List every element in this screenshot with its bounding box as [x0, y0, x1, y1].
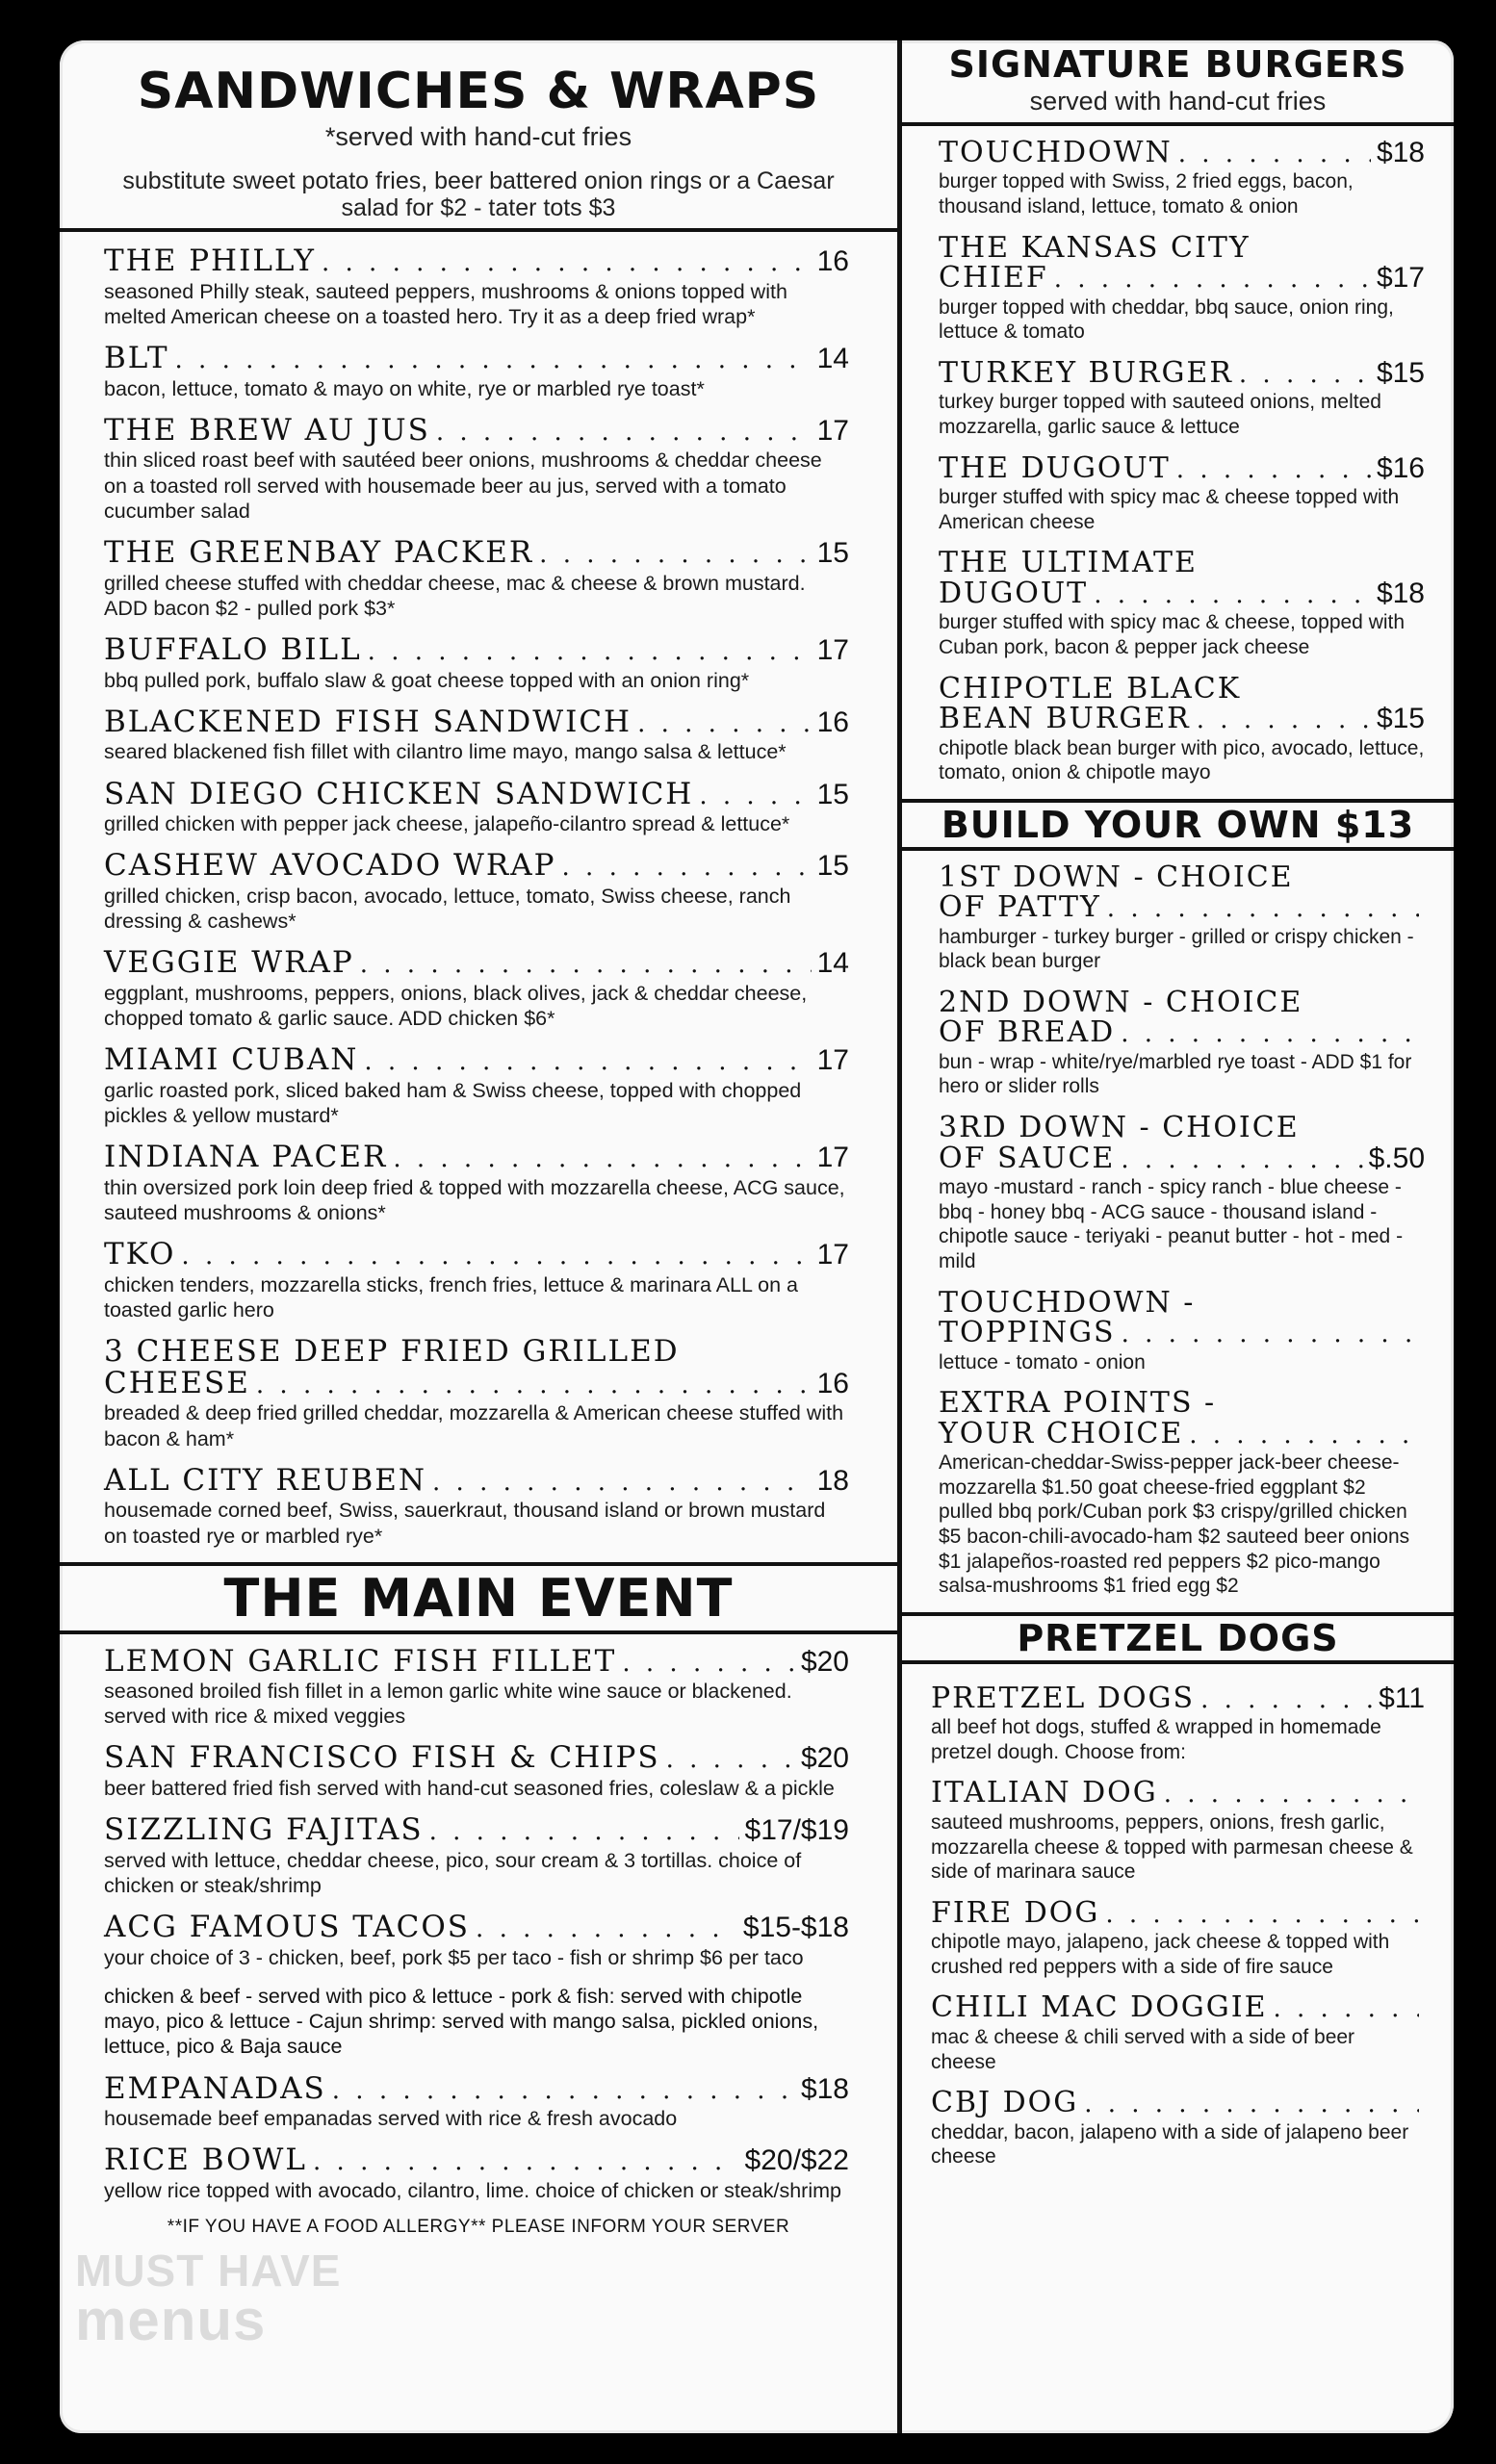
item-description: your choice of 3 - chicken, beef, pork $5 per taco - fish or shrimp $6 per taco: [104, 1945, 804, 1969]
item-description: burger topped with cheddar, bbq sauce, onion ring, lettuce & tomato: [939, 295, 1394, 344]
item-name: ITALIAN DOG: [931, 1776, 1158, 1810]
item-description: cheddar, bacon, jalapeno with a side of jalapeno beer cheese: [931, 2120, 1409, 2169]
main-event-list: [60, 1634, 897, 1971]
leader-dots: [256, 1373, 812, 1399]
menu-item: [939, 671, 1425, 785]
burgers-list: [902, 126, 1454, 785]
item-description: beer battered fried fish served with hand-cut seasoned fries, coleslaw & a pickle: [104, 1777, 835, 1801]
item-name-continued: OF BREAD: [939, 1015, 1116, 1050]
item-name-continued: OF SAUCE: [939, 1141, 1116, 1175]
leader-dots: [666, 1747, 795, 1773]
item-description: yellow rice topped with avocado, cilantro, lime. choice of chicken or steak/shrimp: [104, 2178, 841, 2202]
menu-item: [104, 2070, 849, 2132]
leader-dots: [476, 1916, 737, 1942]
item-description: bacon, lettuce, tomato & mayo on white, rye or marbled rye toast*: [104, 376, 705, 400]
menu-item: [104, 850, 849, 934]
item-name-row: [104, 706, 849, 738]
item-description: chicken tenders, mozzarella sticks, french fries, lettuce & marinara ALL on a toasted garlic hero: [104, 1272, 798, 1322]
item-description: eggplant, mushrooms, peppers, onions, black olives, jack & cheddar cheese, chopped tomato & garlic sauce. ADD chicken $6*: [104, 981, 808, 1031]
menu-item: [939, 355, 1425, 440]
leader-dots: [368, 639, 812, 665]
item-description: mayo -mustard - ranch - spicy ranch - blue cheese - bbq - honey bbq - ACG sauce - thousand island - chipotle sauce - teriyaki - peanut butter - hot - med - mild: [939, 1176, 1404, 1272]
item-price: 16: [816, 1367, 849, 1399]
menu-item: [104, 1643, 849, 1730]
leader-dots: [364, 1049, 811, 1075]
menu-item: [104, 537, 849, 621]
item-description: burger stuffed with spicy mac & cheese, topped with Cuban pork, bacon & pepper jack cheese: [939, 611, 1406, 658]
item-name: TOUCHDOWN: [939, 135, 1173, 169]
item-description: breaded & deep fried grilled cheddar, mozzarella & American cheese stuffed with bacon & ham*: [104, 1401, 844, 1450]
menu-item: [104, 706, 849, 765]
left-column: [60, 40, 897, 2433]
item-name-row: [104, 634, 849, 666]
item-name-continued: CHEESE: [104, 1365, 250, 1400]
item-name-row: [104, 1365, 849, 1400]
menu-item: [939, 450, 1425, 535]
menu-item: [104, 1462, 849, 1549]
item-name-row: [931, 1778, 1425, 1809]
item-price: $15: [1376, 356, 1425, 389]
item-description: burger stuffed with spicy mac & cheese topped with American cheese: [939, 486, 1400, 533]
item-price: $16: [1376, 451, 1425, 484]
item-name: ALL CITY REUBEN: [104, 1462, 427, 1498]
item-name-row: [104, 537, 849, 569]
item-price: 17: [816, 414, 849, 447]
item-name-row: [939, 578, 1425, 609]
sandwiches-list: [60, 232, 897, 1549]
menu-item: [104, 1814, 849, 1898]
menu-item: [939, 1285, 1425, 1375]
item-name: CASHEW AVOCADO WRAP: [104, 848, 556, 884]
leader-dots: [313, 2149, 739, 2175]
item-description: seared blackened fish fillet with cilantro lime mayo, mango salsa & lettuce*: [104, 740, 787, 764]
item-name-row: [104, 947, 849, 979]
menu-item: [104, 1742, 849, 1801]
item-description: lettuce - tomato - onion: [939, 1350, 1146, 1373]
leader-dots: [1178, 141, 1371, 167]
leader-dots: [562, 855, 812, 881]
item-price: 17: [816, 634, 849, 667]
item-name: MIAMI CUBAN: [104, 1042, 359, 1078]
leader-dots: [175, 347, 812, 373]
item-name-row: [104, 412, 849, 448]
item-price: 17: [816, 1044, 849, 1077]
item-price: $20/$22: [744, 2144, 849, 2177]
item-name: THE GREENBAY PACKER: [104, 535, 534, 571]
pretzel-list: [902, 1664, 1454, 2169]
sandwiches-header: [60, 40, 897, 222]
watermark-line1: MUST HAVE: [75, 2246, 342, 2296]
tacos-note-wrap: [60, 1984, 897, 2060]
item-name: FIRE DOG: [931, 1895, 1100, 1930]
menu-item: [931, 1895, 1425, 1980]
item-name-row: [939, 892, 1425, 923]
menu-item: [939, 1388, 1425, 1599]
menu-item: [939, 1113, 1425, 1273]
menu-item: [931, 1683, 1425, 1765]
menu-item: [104, 1336, 849, 1451]
menu-item: [931, 1778, 1425, 1884]
menu-item: [104, 2144, 849, 2203]
menu-item: [931, 2088, 1425, 2169]
item-name-continued: OF PATTY: [939, 890, 1101, 925]
item-name-row: [104, 2144, 849, 2176]
item-name-row: [939, 1318, 1425, 1348]
item-description: all beef hot dogs, stuffed & wrapped in homemade pretzel dough. Choose from:: [931, 1716, 1381, 1763]
leader-dots: [429, 1819, 739, 1845]
item-description: bun - wrap - white/rye/marbled rye toast - ADD $1 for hero or slider rolls: [939, 1050, 1412, 1098]
item-name: 1ST DOWN - CHOICE: [939, 860, 1294, 894]
leader-dots: [1273, 1996, 1419, 2022]
leader-dots: [1121, 1021, 1419, 1047]
item-name: CBJ DOG: [931, 2086, 1079, 2120]
leader-dots: [1239, 362, 1371, 388]
item-description: garlic roasted pork, sliced baked ham & Swiss cheese, topped with chopped pickles & yellow mustard*: [104, 1078, 802, 1128]
watermark-logo: [75, 2246, 342, 2352]
pretzel-title: PRETZEL DOGS: [1017, 1616, 1339, 1659]
leader-dots: [1189, 1423, 1419, 1449]
item-price: $11: [1379, 1681, 1425, 1714]
item-name: SAN DIEGO CHICKEN SANDWICH: [104, 776, 694, 811]
item-price: $.50: [1368, 1142, 1425, 1174]
item-price: 17: [816, 1142, 849, 1174]
item-price: 18: [816, 1464, 849, 1497]
item-name: VEGGIE WRAP: [104, 945, 354, 981]
item-name-row: [104, 1462, 849, 1498]
leader-dots: [1176, 457, 1371, 483]
pretzel-header: [902, 1616, 1454, 1660]
item-name-row: [931, 1683, 1425, 1714]
item-name-row: [939, 450, 1425, 485]
item-name-row: [104, 1142, 849, 1173]
menu-item: [104, 412, 849, 524]
item-price: $20: [800, 1742, 849, 1775]
item-name-row: [104, 343, 849, 374]
menu-item: [939, 135, 1425, 219]
sandwiches-substitute: substitute sweet potato fries, beer battered onion rings or a Caesar salad for $2 - tater tots $3: [122, 167, 835, 222]
item-name: THE ULTIMATE: [939, 546, 1198, 580]
item-price: $15: [1376, 703, 1425, 735]
item-name: PRETZEL DOGS: [931, 1681, 1196, 1715]
leader-dots: [539, 542, 811, 568]
item-price: $17/$19: [744, 1814, 849, 1847]
burgers-subtitle: served with hand-cut fries: [1029, 86, 1327, 116]
item-description: housemade corned beef, Swiss, sauerkraut, thousand island or brown mustard on toasted rye or marbled rye*: [104, 1499, 826, 1548]
item-price: $18: [800, 2072, 849, 2105]
item-description: chipotle black bean burger with pico, avocado, lettuce, tomato, onion & chipotle mayo: [939, 736, 1425, 784]
burgers-title: SIGNATURE BURGERS: [948, 43, 1407, 86]
item-name: 2ND DOWN - CHOICE: [939, 985, 1303, 1019]
item-description: seasoned broiled fish fillet in a lemon garlic white wine sauce or blackened. served with rice & mixed veggies: [104, 1680, 792, 1729]
item-name-row: [104, 1044, 849, 1076]
item-name: THE PHILLY: [104, 244, 316, 279]
item-name-continued: TOPPINGS: [939, 1316, 1116, 1350]
menu-item: [104, 245, 849, 329]
item-name-row: [939, 1416, 1425, 1450]
item-name-row: [939, 704, 1425, 734]
menu-item: [104, 1044, 849, 1128]
menu-item: [939, 230, 1425, 345]
leader-dots: [1084, 2092, 1419, 2118]
item-name-row: [104, 850, 849, 882]
item-price: 16: [816, 245, 849, 278]
tacos-note: chicken & beef - served with pico & lettuce - pork & fish: served with chipotle mayo, pico & lettuce - Cajun shrimp: served with mango salsa, pickled onions, lettuce, pico & Baja sauce: [104, 1985, 819, 2059]
allergy-notice: **IF YOU HAVE A FOOD ALLERGY** PLEASE INFORM YOUR SERVER: [167, 2217, 790, 2238]
menu-item: [104, 343, 849, 401]
item-name-row: [104, 1742, 849, 1774]
leader-dots: [181, 1244, 811, 1270]
item-price: $17: [1376, 262, 1425, 295]
sandwiches-title: SANDWICHES & WRAPS: [137, 63, 820, 120]
item-name-row: [939, 355, 1425, 390]
main-event-header: [60, 1566, 897, 1630]
menu-item: [939, 548, 1425, 659]
item-price: $18: [1376, 577, 1425, 609]
watermark-line2: menus: [75, 2287, 267, 2352]
item-description: seasoned Philly steak, sauteed peppers, mushrooms & onions topped with melted American cheese on a toasted hero. Try it as a deep fried wrap*: [104, 279, 787, 328]
leader-dots: [1105, 1902, 1419, 1928]
item-name-continued: CHIEF: [939, 261, 1048, 295]
item-name-row: [931, 1992, 1425, 2023]
leader-dots: [699, 783, 811, 809]
menu-item: [104, 947, 849, 1031]
item-name: SIZZLING FAJITAS: [104, 1812, 424, 1848]
menu-item: [104, 1142, 849, 1225]
leader-dots: [432, 1470, 812, 1496]
item-price: 15: [816, 778, 849, 810]
item-name: THE DUGOUT: [939, 450, 1171, 485]
menu-item: [104, 1239, 849, 1322]
item-price: 15: [816, 850, 849, 883]
item-name-row: [931, 1895, 1425, 1930]
main-event-title: THE MAIN EVENT: [223, 1567, 734, 1629]
item-name-row: [104, 1643, 849, 1679]
item-name: THE BREW AU JUS: [104, 412, 430, 448]
leader-dots: [1164, 1782, 1419, 1808]
leader-dots: [1107, 896, 1419, 922]
menu-item: [104, 776, 849, 837]
item-name-continued: BEAN BURGER: [939, 702, 1191, 736]
item-name-row: [104, 1814, 849, 1846]
item-name: CHILI MAC DOGGIE: [931, 1990, 1268, 2025]
item-price: $18: [1376, 136, 1425, 168]
item-name: SAN FRANCISCO FISH & CHIPS: [104, 1740, 660, 1776]
build-header: [902, 803, 1454, 847]
item-name: BLACKENED FISH SANDWICH: [104, 704, 632, 739]
item-name: BLT: [104, 341, 169, 376]
item-price: 15: [816, 537, 849, 570]
item-name-continued: DUGOUT: [939, 576, 1089, 610]
item-name: TURKEY BURGER: [939, 355, 1233, 390]
item-name-row: [104, 1912, 849, 1943]
burgers-header: [902, 40, 1454, 116]
leader-dots: [393, 1146, 811, 1172]
item-name: INDIANA PACER: [104, 1140, 388, 1175]
item-description: sauteed mushrooms, peppers, onions, fresh garlic, mozzarella cheese & topped with parmesan cheese & side of marinara sauce: [931, 1810, 1413, 1884]
item-name: 3 CHEESE DEEP FRIED GRILLED: [104, 1334, 680, 1370]
item-price: 14: [816, 947, 849, 980]
item-name-row: [104, 245, 849, 277]
item-description: grilled chicken, crisp bacon, avocado, lettuce, tomato, Swiss cheese, ranch dressing & cashews*: [104, 884, 791, 934]
item-price: $20: [800, 1645, 849, 1678]
item-description: hamburger - turkey burger - grilled or crispy chicken - black bean burger: [939, 925, 1414, 973]
item-description: burger topped with Swiss, 2 fried eggs, bacon, thousand island, lettuce, tomato & onion: [939, 170, 1354, 218]
item-description: mac & cheese & chili served with a side of beer cheese: [931, 2025, 1355, 2073]
right-column: [902, 40, 1454, 2433]
item-name-row: [939, 135, 1425, 169]
menu-item: [939, 862, 1425, 974]
item-name-row: [939, 263, 1425, 294]
item-name: ACG FAMOUS TACOS: [104, 1910, 471, 1945]
build-title: BUILD YOUR OWN $13: [941, 803, 1415, 846]
item-name: THE KANSAS CITY: [939, 230, 1251, 265]
item-price: 17: [816, 1239, 849, 1271]
item-name-row: [939, 1017, 1425, 1048]
menu-item: [939, 985, 1425, 1099]
menu-item: [931, 1992, 1425, 2074]
leader-dots: [1054, 267, 1371, 293]
item-description: grilled chicken with pepper jack cheese, jalapeño-cilantro spread & lettuce*: [104, 812, 790, 836]
item-name: TOUCHDOWN -: [939, 1285, 1196, 1320]
item-name: BUFFALO BILL: [104, 632, 362, 668]
menu-item: [104, 634, 849, 693]
item-description: served with lettuce, cheddar cheese, pico, sour cream & 3 tortillas. choice of chicken or steak/shrimp: [104, 1848, 802, 1898]
item-name: EXTRA POINTS -: [939, 1386, 1217, 1421]
item-description: American-cheddar-Swiss-pepper jack-beer cheese-mozzarella $1.50 goat cheese-fried eggplant $2 pulled bbq pork/Cuban pork $3 crispy/grilled chicken $5 bacon-chili-avocado-ham $2 sauteed beer onions $1 jalapeños-roasted red peppers $2 pico-mango salsa-mushrooms $1 fried egg $2: [939, 1451, 1410, 1598]
item-description: thin sliced roast beef with sautéed beer onions, mushrooms & cheddar cheese on a toasted roll served with housemade beer au jus, served with a tomato cucumber salad: [104, 449, 822, 523]
item-name-row: [104, 1239, 849, 1270]
leader-dots: [322, 250, 812, 276]
build-list: [902, 851, 1454, 1599]
item-price: 14: [816, 343, 849, 375]
item-name: 3RD DOWN - CHOICE: [939, 1111, 1300, 1145]
menu-item: [104, 1912, 849, 1970]
item-name: LEMON GARLIC FISH FILLET: [104, 1643, 617, 1679]
item-description: grilled cheese stuffed with cheddar cheese, mac & cheese & brown mustard. ADD bacon $2 - pulled pork $3*: [104, 571, 806, 620]
sandwiches-subtitle: *served with hand-cut fries: [324, 121, 632, 151]
leader-dots: [1122, 1322, 1419, 1348]
item-description: turkey burger topped with sauteed onions, melted mozzarella, garlic sauce & lettuce: [939, 391, 1381, 438]
item-name: RICE BOWL: [104, 2143, 308, 2178]
leader-dots: [436, 420, 812, 446]
item-name-row: [931, 2088, 1425, 2118]
item-name-continued: YOUR CHOICE: [939, 1416, 1184, 1450]
item-name: TKO: [104, 1237, 176, 1272]
leader-dots: [1094, 582, 1371, 608]
leader-dots: [1121, 1147, 1362, 1173]
leader-dots: [332, 2078, 795, 2104]
leader-dots: [622, 1651, 795, 1677]
item-description: housemade beef empanadas served with rice & fresh avocado: [104, 2107, 678, 2131]
item-description: chipotle mayo, jalapeno, jack cheese & topped with crushed red peppers with a side of fire sauce: [931, 1931, 1390, 1978]
item-name-row: [104, 2070, 849, 2106]
item-name-row: [939, 1143, 1425, 1174]
item-description: thin oversized pork loin deep fried & topped with mozzarella cheese, ACG sauce, sauteed mushrooms & onions*: [104, 1175, 845, 1225]
main-event-list-2: [60, 2070, 897, 2204]
item-name: EMPANADAS: [104, 2070, 326, 2106]
leader-dots: [360, 952, 812, 978]
item-description: bbq pulled pork, buffalo slaw & goat cheese topped with an onion ring*: [104, 668, 750, 692]
leader-dots: [1197, 707, 1371, 733]
leader-dots: [637, 711, 812, 737]
leader-dots: [1200, 1687, 1373, 1713]
item-price: $15-$18: [742, 1912, 849, 1944]
item-price: 16: [816, 706, 849, 738]
item-name: CHIPOTLE BLACK: [939, 671, 1242, 706]
item-name-row: [104, 776, 849, 811]
